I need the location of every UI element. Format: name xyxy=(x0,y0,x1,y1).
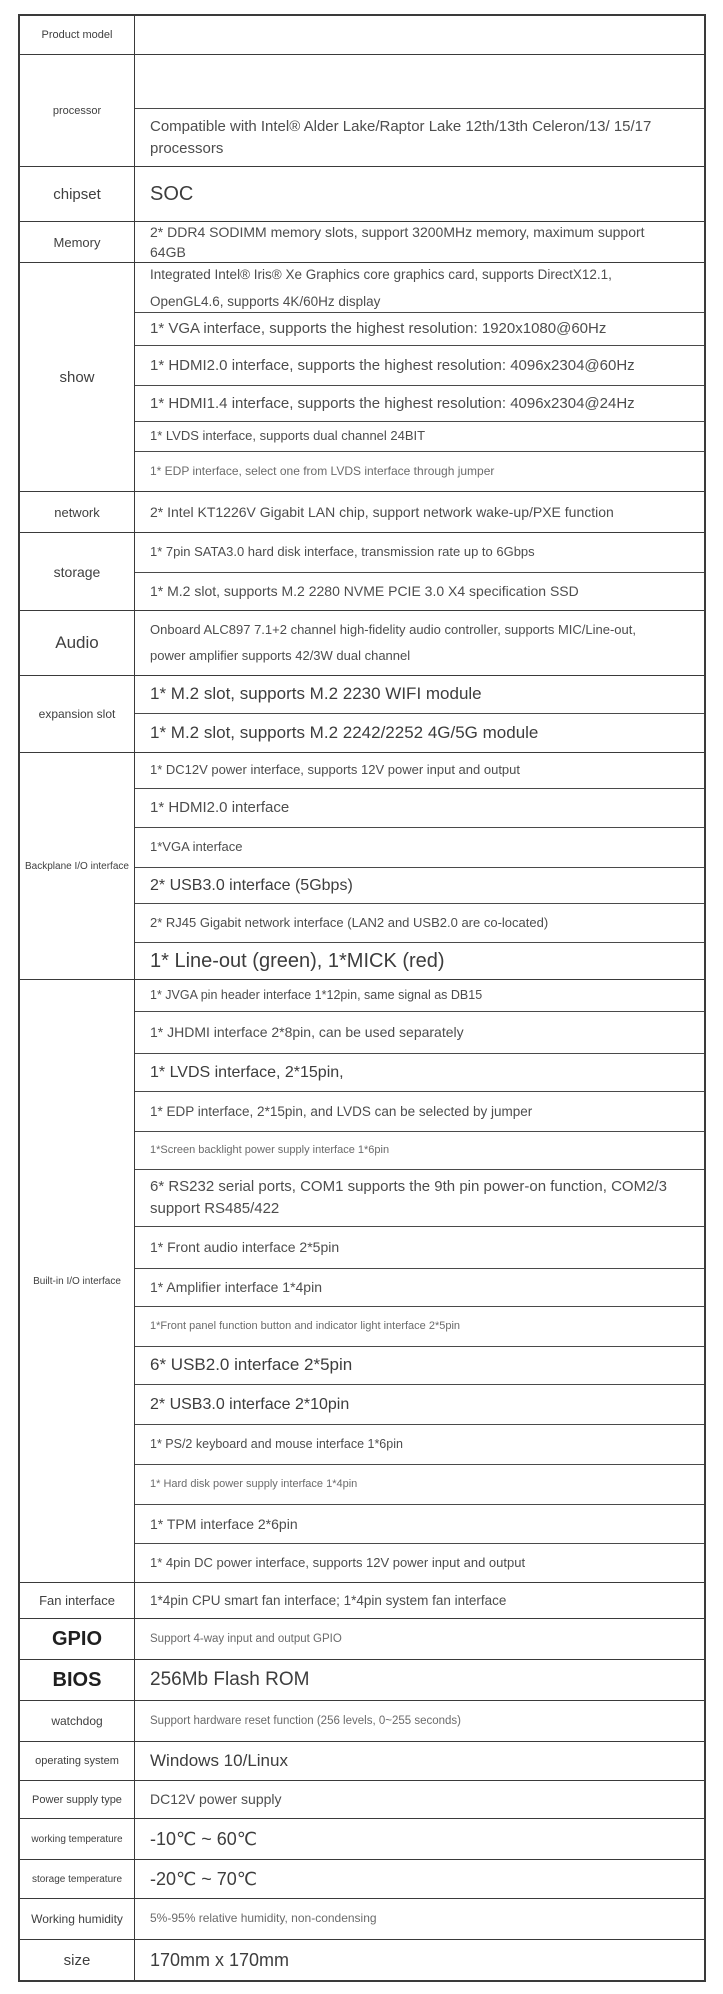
cell-fan-interface: 1*4pin CPU smart fan interface; 1*4pin system fan interface xyxy=(150,1592,507,1608)
row-label-memory: Memory xyxy=(20,222,135,262)
cell-backplane-dc12v: 1* DC12V power interface, supports 12V power input and output xyxy=(135,753,704,789)
row-watchdog xyxy=(20,1701,704,1742)
cell-builtin-jhdmi: 1* JHDMI interface 2*8pin, can be used separately xyxy=(135,1012,704,1054)
row-label-expansion-slot: expansion slot xyxy=(20,676,135,752)
row-label-storage: storage xyxy=(20,533,135,610)
row-label-network: network xyxy=(20,492,135,532)
spec-table xyxy=(18,14,706,1982)
cell-storage-m2: 1* M.2 slot, supports M.2 2280 NVME PCIE 3.0 X4 specification SSD xyxy=(150,583,579,600)
cell-backplane-hdmi: 1* HDMI2.0 interface xyxy=(135,789,704,828)
cell-builtin-rs232: 6* RS232 serial ports, COM1 supports the 9th pin power-on function, COM2/3 support RS485/422 xyxy=(135,1170,704,1227)
cell-builtin-backlight: 1*Screen backlight power supply interface 1*6pin xyxy=(135,1132,704,1170)
row-operating-system xyxy=(20,1742,704,1781)
row-size xyxy=(20,1940,704,1980)
cell-gpio: Support 4-way input and output GPIO xyxy=(150,1632,342,1645)
row-label-product-model: Product model xyxy=(20,16,135,54)
cell-display-hdmi14: 1* HDMI1.4 interface, supports the highest resolution: 4096x2304@24Hz xyxy=(135,386,704,422)
row-storage xyxy=(20,533,704,611)
row-power-supply xyxy=(20,1781,704,1819)
row-label-chipset: chipset xyxy=(20,167,135,221)
cell-builtin-jvga: 1* JVGA pin header interface 1*12pin, same signal as DB15 xyxy=(135,980,704,1012)
cell-builtin-lvds: 1* LVDS interface, 2*15pin, xyxy=(135,1054,704,1092)
row-label-bios: BIOS xyxy=(20,1660,135,1700)
row-chipset xyxy=(20,167,704,222)
cell-working-temperature: -10℃ ~ 60℃ xyxy=(150,1828,257,1849)
row-processor xyxy=(20,55,704,167)
row-label-power-supply: Power supply type xyxy=(20,1781,135,1818)
cell-operating-system: Windows 10/Linux xyxy=(150,1750,288,1770)
cell-watchdog: Support hardware reset function (256 levels, 0~255 seconds) xyxy=(150,1714,462,1727)
cell-display-edp: 1* EDP interface, select one from LVDS interface through jumper xyxy=(150,463,495,478)
row-backplane-io xyxy=(20,753,704,980)
cell-builtin-hdd-power: 1* Hard disk power supply interface 1*4pin xyxy=(135,1465,704,1505)
cell-display-vga: 1* VGA interface, supports the highest resolution: 1920x1080@60Hz xyxy=(135,313,704,346)
row-label-backplane-io: Backplane I/O interface xyxy=(20,753,135,979)
cell-builtin-edp: 1* EDP interface, 2*15pin, and LVDS can be selected by jumper xyxy=(135,1092,704,1132)
cell-power-supply: DC12V power supply xyxy=(150,1791,282,1808)
cell-processor-compat: Compatible with Intel® Alder Lake/Raptor Lake 12th/13th Celeron/13/ 15/17 processors xyxy=(150,117,652,157)
cell-display-gpu: Integrated Intel® Iris® Xe Graphics core graphics card, supports DirectX12.1, OpenGL4.6, supports 4K/60Hz display xyxy=(135,263,704,313)
cell-product-model xyxy=(135,16,704,54)
row-label-working-temperature: working temperature xyxy=(20,1819,135,1859)
row-working-temperature xyxy=(20,1819,704,1860)
row-label-working-humidity: Working humidity xyxy=(20,1899,135,1939)
cell-display-lvds: 1* LVDS interface, supports dual channel 24BIT xyxy=(135,422,704,452)
cell-bios: 256Mb Flash ROM xyxy=(150,1669,310,1691)
row-display xyxy=(20,263,704,492)
row-memory xyxy=(20,222,704,263)
cell-backplane-lineout: 1* Line-out (green), 1*MICK (red) xyxy=(150,949,445,972)
cell-chipset: SOC xyxy=(150,182,194,205)
cell-size: 170mm x 170mm xyxy=(150,1949,290,1970)
cell-backplane-usb3: 2* USB3.0 interface (5Gbps) xyxy=(135,868,704,904)
row-network xyxy=(20,492,704,533)
cell-expansion-4g5g: 1* M.2 slot, supports M.2 2242/2252 4G/5G module xyxy=(150,722,539,742)
row-label-size: size xyxy=(20,1940,135,1980)
row-label-processor: processor xyxy=(20,55,135,166)
row-storage-temperature xyxy=(20,1860,704,1899)
row-builtin-io xyxy=(20,980,704,1583)
row-label-gpio: GPIO xyxy=(20,1619,135,1659)
row-label-builtin-io: Built-in I/O interface xyxy=(20,980,135,1582)
cell-builtin-usb3: 2* USB3.0 interface 2*10pin xyxy=(135,1385,704,1425)
cell-storage-temperature: -20℃ ~ 70℃ xyxy=(150,1868,257,1889)
row-gpio xyxy=(20,1619,704,1660)
cell-builtin-front-panel: 1*Front panel function button and indicator light interface 2*5pin xyxy=(135,1307,704,1347)
row-expansion-slot xyxy=(20,676,704,753)
cell-working-humidity: 5%-95% relative humidity, non-condensing xyxy=(150,1911,377,1926)
cell-backplane-rj45: 2* RJ45 Gigabit network interface (LAN2 and USB2.0 are co-located) xyxy=(135,904,704,943)
row-fan-interface xyxy=(20,1583,704,1619)
row-label-audio: Audio xyxy=(20,611,135,675)
cell-backplane-vga: 1*VGA interface xyxy=(135,828,704,868)
cell-network: 2* Intel KT1226V Gigabit LAN chip, support network wake-up/PXE function xyxy=(150,503,614,520)
cell-storage-sata: 1* 7pin SATA3.0 hard disk interface, transmission rate up to 6Gbps xyxy=(135,533,704,573)
row-audio xyxy=(20,611,704,676)
cell-processor-blank xyxy=(135,55,704,109)
row-label-operating-system: operating system xyxy=(20,1742,135,1780)
cell-builtin-4pin-dc: 1* 4pin DC power interface, supports 12V power input and output xyxy=(150,1554,526,1570)
cell-builtin-tpm: 1* TPM interface 2*6pin xyxy=(135,1505,704,1544)
cell-audio: Onboard ALC897 7.1+2 channel high-fidelity audio controller, supports MIC/Line-out, power amplifier supports 42/3W dual channel xyxy=(150,622,636,663)
row-product-model xyxy=(20,16,704,55)
cell-builtin-usb2: 6* USB2.0 interface 2*5pin xyxy=(135,1347,704,1385)
cell-builtin-amplifier: 1* Amplifier interface 1*4pin xyxy=(135,1269,704,1307)
row-label-storage-temperature: storage temperature xyxy=(20,1860,135,1898)
row-working-humidity xyxy=(20,1899,704,1940)
cell-memory: 2* DDR4 SODIMM memory slots, support 3200MHz memory, maximum support 64GB xyxy=(150,223,645,260)
cell-expansion-wifi: 1* M.2 slot, supports M.2 2230 WIFI module xyxy=(135,676,704,714)
cell-builtin-ps2: 1* PS/2 keyboard and mouse interface 1*6pin xyxy=(135,1425,704,1465)
cell-builtin-front-audio: 1* Front audio interface 2*5pin xyxy=(135,1227,704,1269)
cell-display-hdmi20: 1* HDMI2.0 interface, supports the highest resolution: 4096x2304@60Hz xyxy=(135,346,704,386)
row-label-fan-interface: Fan interface xyxy=(20,1583,135,1618)
row-bios xyxy=(20,1660,704,1701)
row-label-watchdog: watchdog xyxy=(20,1701,135,1741)
row-label-display: show xyxy=(20,263,135,491)
